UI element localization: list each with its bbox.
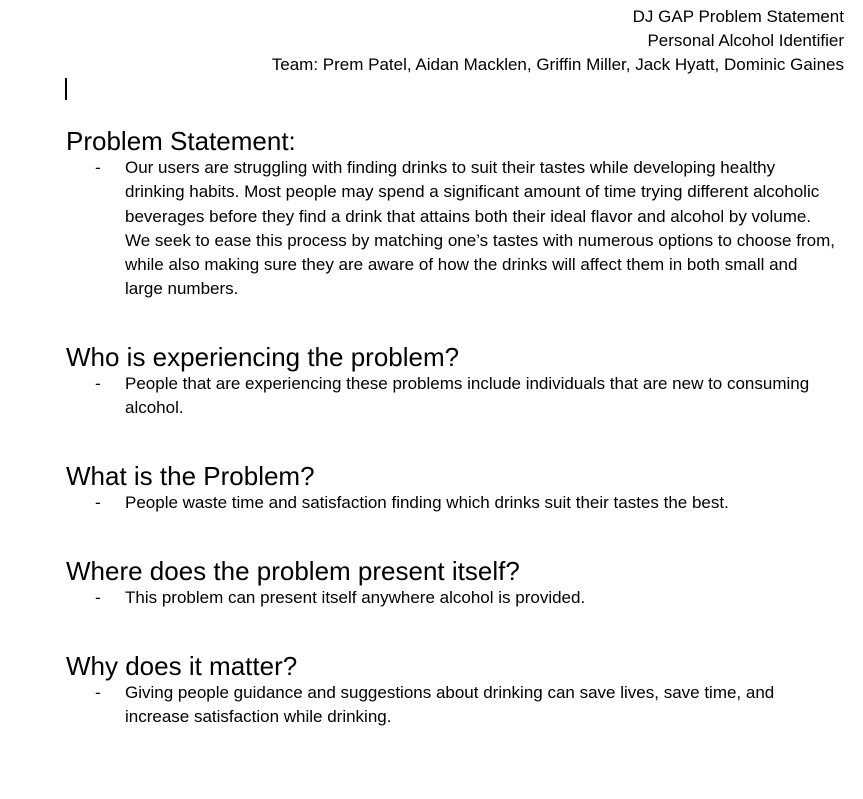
- bullet-text: Giving people guidance and suggestions about drinking can save lives, save time, and increase satisfaction while drinking.: [125, 683, 775, 727]
- bullet-marker: -: [95, 158, 101, 177]
- section-what-is-problem: [66, 461, 846, 515]
- section-who-is-experiencing: [66, 342, 846, 421]
- section-heading: Who is experiencing the problem?: [66, 342, 460, 372]
- bullet-item: [66, 491, 846, 515]
- bullet-item: [66, 586, 846, 610]
- section-heading: Why does it matter?: [66, 651, 298, 681]
- section-heading: Problem Statement:: [66, 126, 296, 156]
- bullet-text: People waste time and satisfaction finding which drinks suit their tastes the best.: [125, 493, 729, 512]
- text-cursor: [65, 78, 67, 100]
- bullet-item: [66, 372, 835, 421]
- header-team: Team: Prem Patel, Aidan Macklen, Griffin Miller, Jack Hyatt, Dominic Gaines: [271, 55, 844, 74]
- bullet-marker: -: [95, 493, 101, 512]
- section-heading: Where does the problem present itself?: [66, 556, 520, 586]
- bullet-text: Our users are struggling with finding drinks to suit their tastes while developing healthy drinking habits. Most people may spend a significant amount of time trying different alcoholic beverages before they find a drink that attains both their ideal flavor and alcohol by volume. We seek to ease this process by matching one’s tastes with numerous options to choose from, while also making sure they are aware of how the drinks will affect them in both small and large numbers.: [125, 158, 835, 299]
- section-problem-statement: [66, 126, 846, 302]
- bullet-marker: -: [95, 374, 101, 393]
- bullet-text: This problem can present itself anywhere alcohol is provided.: [125, 588, 586, 607]
- bullet-item: [66, 681, 835, 730]
- header-subtitle: Personal Alcohol Identifier: [647, 31, 844, 50]
- bullet-marker: -: [95, 683, 101, 702]
- section-heading: What is the Problem?: [66, 461, 315, 491]
- section-why-matter: [66, 651, 846, 730]
- section-where-problem: [66, 556, 846, 610]
- bullet-marker: -: [95, 588, 101, 607]
- document-header: [272, 5, 844, 77]
- bullet-text: People that are experiencing these problems include individuals that are new to consuming alcohol.: [125, 374, 810, 418]
- bullet-item: [66, 156, 835, 302]
- header-title: DJ GAP Problem Statement: [632, 7, 844, 26]
